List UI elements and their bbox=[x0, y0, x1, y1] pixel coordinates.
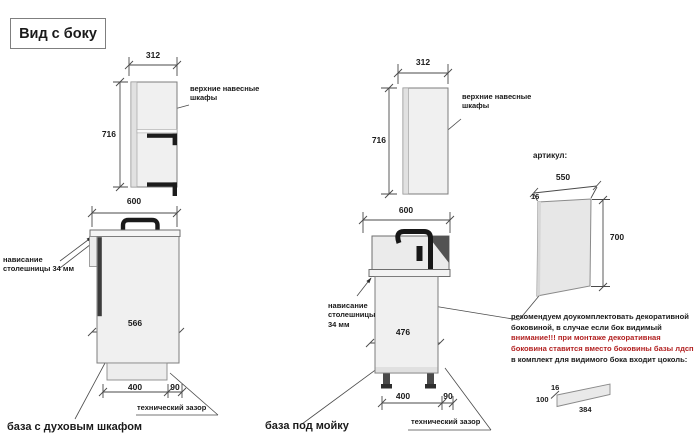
dim-left-base-width: 600 bbox=[126, 196, 142, 206]
label-overhang-left: нависание столешницы 34 мм bbox=[3, 255, 74, 274]
dim-mid-base-inner: 476 bbox=[395, 327, 411, 337]
dim-plinth-height: 100 bbox=[536, 395, 549, 404]
cabinet-body bbox=[375, 277, 438, 374]
middle-sink-cabinet bbox=[369, 232, 450, 389]
label-upper-cabinets-middle: верхние навесные шкафы bbox=[462, 92, 532, 111]
caption-oven-base: база с духовым шкафом bbox=[7, 421, 142, 433]
side-panel-drawing bbox=[537, 199, 591, 296]
countertop bbox=[90, 230, 180, 237]
countertop bbox=[369, 270, 450, 277]
note-line-warning: боковина ставится вместо боковины базы лдсп bbox=[511, 344, 694, 354]
dim-panel-thickness: 16 bbox=[531, 192, 540, 201]
dim-mid-wall-height: 716 bbox=[371, 135, 386, 145]
plinth-drawing bbox=[557, 384, 610, 407]
plinth-recess bbox=[107, 363, 167, 380]
dim-left-wall-height: 716 bbox=[101, 129, 116, 139]
dim-left-base-gap: 90 bbox=[170, 382, 180, 392]
label-tech-gap-middle: технический зазор bbox=[411, 417, 481, 426]
note-line: боковиной, в случае если бок видимый bbox=[511, 322, 662, 332]
dim-mid-base-gap: 90 bbox=[443, 391, 453, 401]
note-line-warning: внимание!!! при монтаже декоративная bbox=[511, 333, 661, 343]
faucet-mixer bbox=[417, 246, 423, 261]
dim-left-wall-width: 312 bbox=[145, 50, 161, 60]
dim-mid-base-width: 600 bbox=[398, 205, 414, 215]
page-title: Вид с боку bbox=[19, 25, 97, 42]
label-overhang-middle: нависание столешницы 34 мм bbox=[328, 301, 376, 329]
dim-mid-wall-width: 312 bbox=[415, 57, 431, 67]
door-handle-icon bbox=[123, 220, 158, 230]
dim-left-base-inner: 566 bbox=[127, 318, 143, 328]
dim-plinth-thickness: 16 bbox=[551, 383, 560, 392]
left-base-cabinet bbox=[90, 220, 181, 380]
dim-left-base-bottom: 400 bbox=[127, 382, 143, 392]
label-article: артикул: bbox=[533, 151, 568, 160]
left-wall-cabinet bbox=[131, 82, 177, 196]
title-box bbox=[10, 18, 106, 49]
oven-door-edge bbox=[98, 237, 102, 316]
middle-wall-cabinet bbox=[403, 88, 448, 194]
dim-panel-width: 550 bbox=[555, 172, 571, 182]
note-line: в комплект для видимого бока входит цоколь: bbox=[511, 354, 688, 364]
oven-front bbox=[90, 237, 98, 267]
dim-mid-base-bottom: 400 bbox=[395, 391, 411, 401]
dim-plinth-length: 384 bbox=[579, 405, 592, 414]
cabinet-body bbox=[97, 237, 179, 364]
dim-panel-height: 700 bbox=[609, 232, 625, 242]
label-upper-cabinets-left: верхние навесные шкафы bbox=[190, 84, 260, 103]
adjustable-legs bbox=[381, 374, 436, 389]
caption-sink-base: база под мойку bbox=[265, 420, 349, 432]
label-tech-gap-left: технический зазор bbox=[137, 403, 207, 412]
recommendation-note bbox=[511, 312, 700, 366]
note-line: рекомендуем доукомплектовать декоративной bbox=[511, 312, 689, 321]
